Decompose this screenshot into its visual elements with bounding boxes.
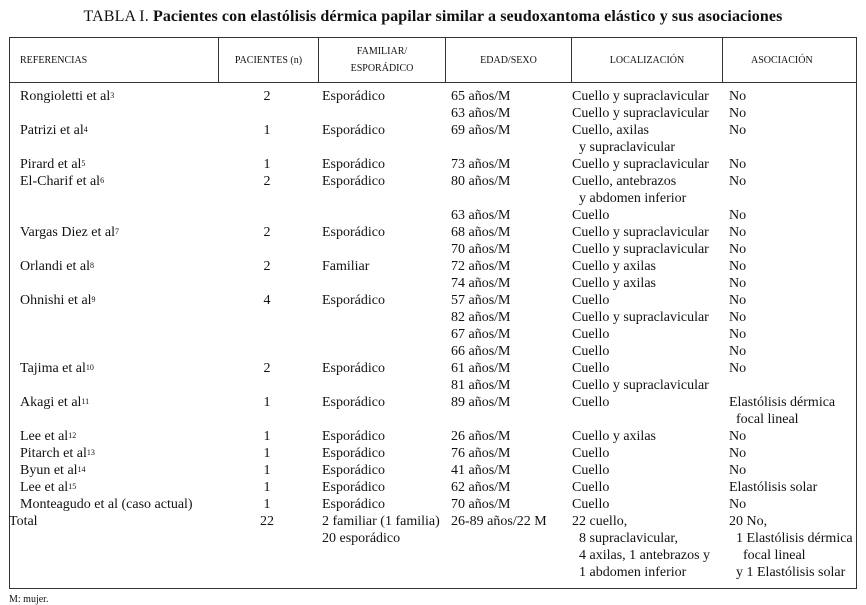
cell-asoc: No bbox=[729, 361, 747, 376]
header-localizacion bbox=[572, 38, 723, 82]
cell-asoc: No bbox=[729, 310, 747, 325]
reference-number: 7 bbox=[114, 227, 119, 236]
reference-number: 5 bbox=[81, 159, 86, 168]
cell-loc: 22 cuello, bbox=[572, 514, 628, 529]
cell-asoc: No bbox=[729, 293, 747, 308]
cell-asoc: 20 No, bbox=[729, 514, 768, 529]
reference-number: 13 bbox=[86, 448, 95, 457]
cell-edad: 80 años/M bbox=[451, 174, 511, 189]
cell-loc: y abdomen inferior bbox=[572, 191, 687, 206]
cell-edad: 74 años/M bbox=[451, 276, 511, 291]
cell-asoc: No bbox=[729, 157, 747, 172]
cell-asoc: No bbox=[729, 497, 747, 512]
cell-edad: 70 años/M bbox=[451, 242, 511, 257]
footnote: M: mujer. bbox=[9, 594, 49, 605]
cell-n: 4 bbox=[263, 293, 271, 308]
header-label: EDAD/SEXO bbox=[480, 54, 537, 66]
cell-loc: Cuello y axilas bbox=[572, 429, 656, 444]
cell-edad: 61 años/M bbox=[451, 361, 511, 376]
cell-ref: Akagi et $al^{11}$ bbox=[20, 395, 90, 410]
cell-ref: Lee et $al^{15}$ bbox=[20, 480, 77, 495]
cell-asoc: No bbox=[729, 327, 747, 342]
reference-number: 6 bbox=[100, 176, 105, 185]
cell-loc: Cuello y supraclavicular bbox=[572, 378, 709, 393]
cell-edad: 89 años/M bbox=[451, 395, 511, 410]
cell-n: 1 bbox=[263, 395, 271, 410]
cell-loc: Cuello bbox=[572, 446, 610, 461]
cell-loc: Cuello y supraclavicular bbox=[572, 242, 709, 257]
cell-n: 1 bbox=[263, 123, 271, 138]
cell-edad: 41 años/M bbox=[451, 463, 511, 478]
cell-n: 1 bbox=[263, 446, 271, 461]
cell-asoc: No bbox=[729, 106, 747, 121]
cell-loc: Cuello y axilas bbox=[572, 276, 656, 291]
cell-asoc: No bbox=[729, 89, 747, 104]
cell-fam: 20 esporádico bbox=[322, 531, 401, 546]
table-title-prefix: TABLA I. bbox=[83, 8, 149, 25]
header-label: LOCALIZACIÓN bbox=[609, 54, 685, 66]
cell-fam: Esporádico bbox=[322, 463, 385, 478]
cell-asoc: No bbox=[729, 242, 747, 257]
cell-ref: Rongioletti et $al^3$ bbox=[20, 89, 115, 104]
cell-fam: Esporádico bbox=[322, 225, 385, 240]
cell-ref: Monteagudo et al (caso actual) bbox=[20, 497, 193, 512]
cell-ref: El-Charif et $al^6$ bbox=[20, 174, 105, 189]
reference-number: 12 bbox=[68, 431, 77, 440]
cell-n: 2 bbox=[263, 259, 271, 274]
cell-n: 1 bbox=[263, 480, 271, 495]
cell-fam: 2 familiar (1 familia) bbox=[322, 514, 440, 529]
cell-edad: 68 años/M bbox=[451, 225, 511, 240]
cell-asoc: No bbox=[729, 344, 747, 359]
cell-edad: 70 años/M bbox=[451, 497, 511, 512]
cell-fam: Esporádico bbox=[322, 395, 385, 410]
data-table bbox=[9, 37, 857, 589]
reference-number: 10 bbox=[85, 363, 94, 372]
cell-loc: Cuello bbox=[572, 395, 610, 410]
cell-loc: Cuello bbox=[572, 361, 610, 376]
reference-number: 4 bbox=[83, 125, 88, 134]
header-asociacion bbox=[723, 38, 856, 82]
cell-asoc: Elastólisis dérmica bbox=[729, 395, 836, 410]
cell-loc: Cuello bbox=[572, 480, 610, 495]
header-referencias bbox=[10, 38, 219, 82]
cell-loc: Cuello y supraclavicular bbox=[572, 89, 709, 104]
cell-edad: 26 años/M bbox=[451, 429, 511, 444]
cell-loc: Cuello, axilas bbox=[572, 123, 649, 138]
header-pacientes bbox=[219, 38, 319, 82]
cell-fam: Esporádico bbox=[322, 123, 385, 138]
cell-n: 2 bbox=[263, 361, 271, 376]
header-edad-sexo bbox=[446, 38, 572, 82]
cell-fam: Esporádico bbox=[322, 446, 385, 461]
cell-loc: Cuello bbox=[572, 344, 610, 359]
cell-fam: Esporádico bbox=[322, 429, 385, 444]
cell-edad: 57 años/M bbox=[451, 293, 511, 308]
cell-ref: Lee et $al^{12}$ bbox=[20, 429, 77, 444]
cell-ref: Vargas Diez et $al^7$ bbox=[20, 225, 119, 240]
cell-loc: Cuello y supraclavicular bbox=[572, 310, 709, 325]
cell-loc: Cuello y supraclavicular bbox=[572, 157, 709, 172]
cell-n: 1 bbox=[263, 463, 271, 478]
header-divider bbox=[10, 82, 856, 83]
cell-ref: Pirard et $al^5$ bbox=[20, 157, 86, 172]
cell-ref: Ohnishi et $al^9$ bbox=[20, 293, 96, 308]
cell-asoc: y 1 Elastólisis solar bbox=[729, 565, 846, 580]
cell-n: 22 bbox=[260, 514, 274, 529]
cell-ref: Pitarch et $al^{13}$ bbox=[20, 446, 95, 461]
cell-asoc: No bbox=[729, 446, 747, 461]
cell-edad: 62 años/M bbox=[451, 480, 511, 495]
cell-loc: Cuello y axilas bbox=[572, 259, 656, 274]
reference-number: 3 bbox=[110, 91, 115, 100]
cell-loc: Cuello bbox=[572, 463, 610, 478]
cell-asoc: focal lineal bbox=[729, 412, 799, 427]
table-title-text: Pacientes con elastólisis dérmica papilar similar a seudoxantoma elástico y sus asociaciones bbox=[152, 8, 783, 25]
cell-loc: Cuello bbox=[572, 208, 610, 223]
cell-n: 2 bbox=[263, 174, 271, 189]
cell-asoc: focal lineal bbox=[729, 548, 806, 563]
cell-loc: Cuello bbox=[572, 293, 610, 308]
cell-fam: Esporádico bbox=[322, 293, 385, 308]
cell-asoc: Elastólisis solar bbox=[729, 480, 818, 495]
header-label: FAMILIAR/ ESPORÁDICO bbox=[350, 46, 414, 74]
cell-loc: Cuello y supraclavicular bbox=[572, 106, 709, 121]
header-label: REFERENCIAS bbox=[20, 54, 88, 66]
cell-asoc: No bbox=[729, 276, 747, 291]
cell-ref: Patrizi et $al^4$ bbox=[20, 123, 88, 138]
header-familiar bbox=[319, 38, 446, 82]
table-title bbox=[0, 8, 866, 26]
cell-n: 1 bbox=[263, 429, 271, 444]
reference-number: 9 bbox=[91, 295, 96, 304]
cell-asoc: No bbox=[729, 429, 747, 444]
cell-n: 2 bbox=[263, 89, 271, 104]
cell-ref: Byun et $al^{14}$ bbox=[20, 463, 86, 478]
cell-edad: 69 años/M bbox=[451, 123, 511, 138]
cell-loc: y supraclavicular bbox=[572, 140, 676, 155]
cell-asoc: 1 Elastólisis dérmica bbox=[729, 531, 853, 546]
cell-fam: Esporádico bbox=[322, 157, 385, 172]
cell-n: 1 bbox=[263, 157, 271, 172]
cell-fam: Esporádico bbox=[322, 497, 385, 512]
cell-loc: 4 axilas, 1 antebrazos y bbox=[572, 548, 711, 563]
cell-fam: Esporádico bbox=[322, 361, 385, 376]
header-label: ASOCIACIÓN bbox=[751, 54, 813, 66]
cell-edad: 65 años/M bbox=[451, 89, 511, 104]
cell-asoc: No bbox=[729, 174, 747, 189]
cell-asoc: No bbox=[729, 225, 747, 240]
cell-n: 1 bbox=[263, 497, 271, 512]
cell-edad: 76 años/M bbox=[451, 446, 511, 461]
reference-number: 14 bbox=[77, 465, 86, 474]
cell-loc: 8 supraclavicular, bbox=[572, 531, 678, 546]
cell-edad: 63 años/M bbox=[451, 208, 511, 223]
cell-fam: Familiar bbox=[322, 259, 370, 274]
cell-asoc: No bbox=[729, 123, 747, 138]
cell-loc: Cuello y supraclavicular bbox=[572, 225, 709, 240]
cell-fam: Esporádico bbox=[322, 89, 385, 104]
reference-number: 15 bbox=[68, 482, 77, 491]
cell-fam: Esporádico bbox=[322, 174, 385, 189]
cell-ref: Orlandi et $al^8$ bbox=[20, 259, 94, 274]
cell-asoc: No bbox=[729, 259, 747, 274]
cell-edad: 67 años/M bbox=[451, 327, 511, 342]
cell-edad: 26-89 años/22 M bbox=[451, 514, 547, 529]
cell-asoc: No bbox=[729, 463, 747, 478]
cell-asoc: No bbox=[729, 208, 747, 223]
cell-loc: Cuello bbox=[572, 497, 610, 512]
reference-number: 11 bbox=[81, 397, 90, 406]
reference-number: 8 bbox=[89, 261, 94, 270]
cell-edad: 73 años/M bbox=[451, 157, 511, 172]
cell-edad: 72 años/M bbox=[451, 259, 511, 274]
cell-edad: 66 años/M bbox=[451, 344, 511, 359]
cell-n: 2 bbox=[263, 225, 271, 240]
cell-ref: Tajima et $al^{10}$ bbox=[20, 361, 94, 376]
cell-loc: 1 abdomen inferior bbox=[572, 565, 687, 580]
cell-edad: 82 años/M bbox=[451, 310, 511, 325]
cell-loc: Cuello, antebrazos bbox=[572, 174, 677, 189]
cell-edad: 81 años/M bbox=[451, 378, 511, 393]
cell-edad: 63 años/M bbox=[451, 106, 511, 121]
header-label: PACIENTES (n) bbox=[234, 54, 303, 66]
cell-fam: Esporádico bbox=[322, 480, 385, 495]
cell-loc: Cuello bbox=[572, 327, 610, 342]
cell-ref: Total bbox=[9, 514, 38, 529]
